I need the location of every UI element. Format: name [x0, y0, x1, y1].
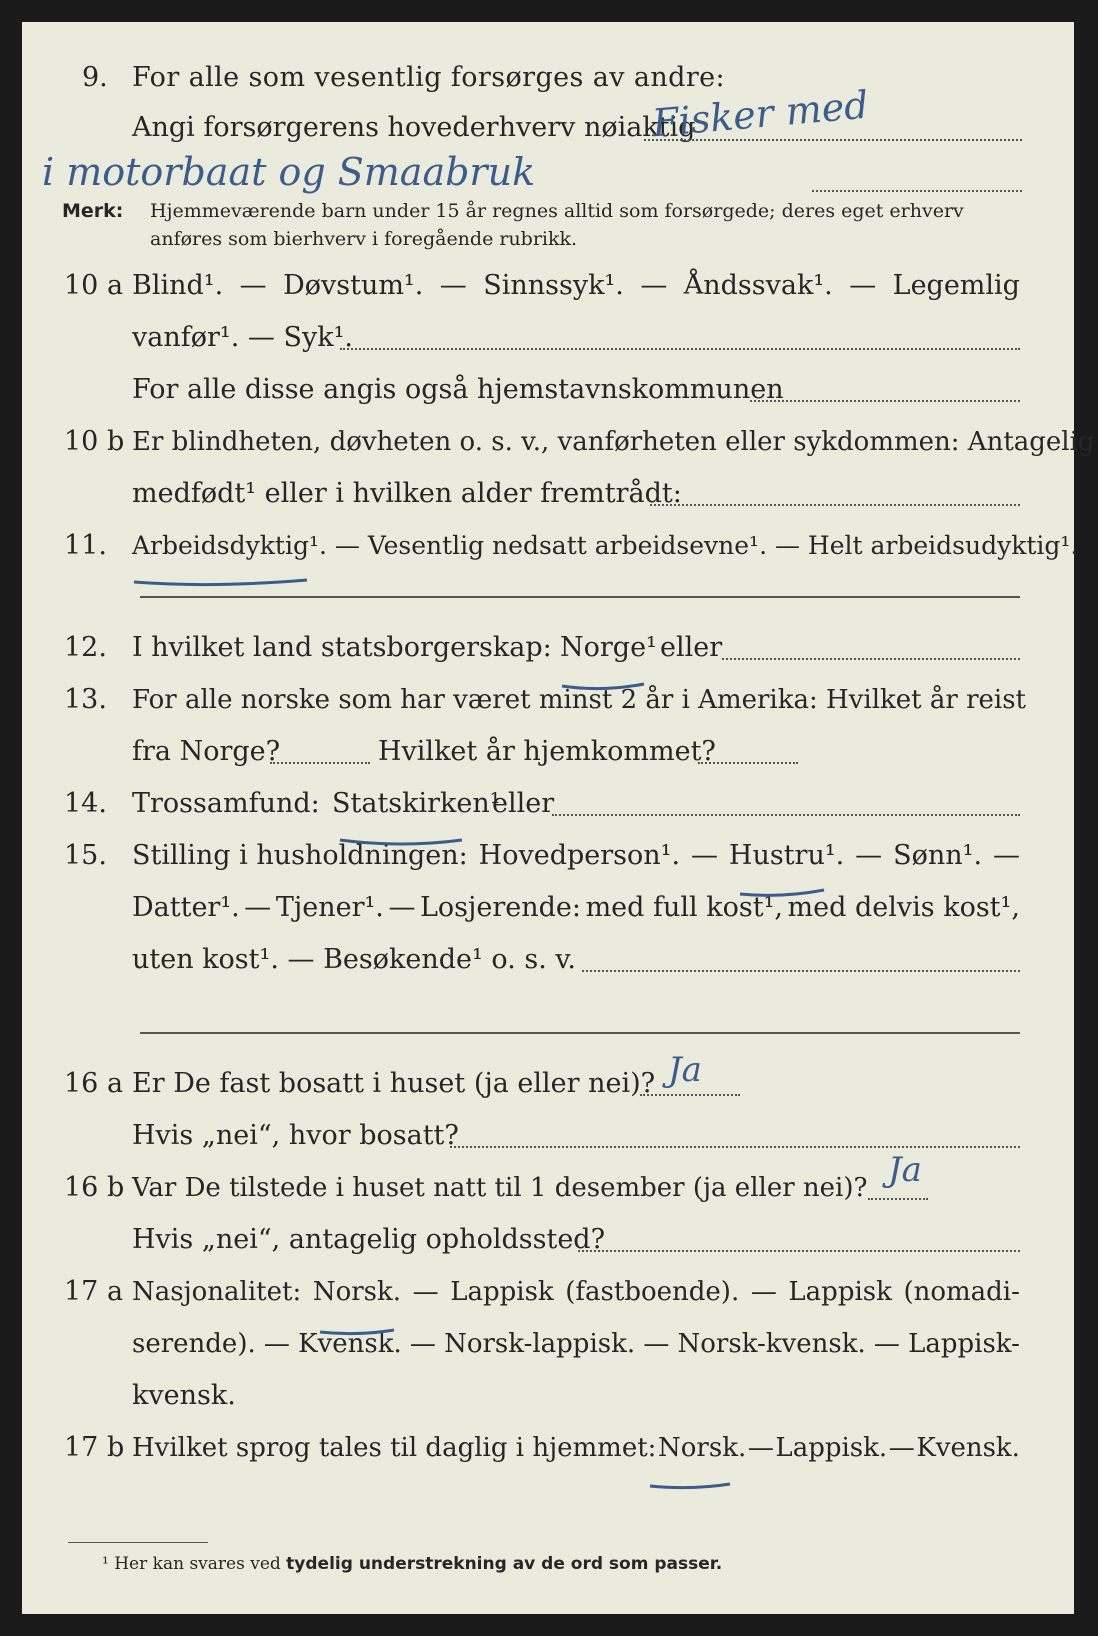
q15-dash: —: [388, 892, 416, 923]
q17a-kvensk: Kvensk.: [298, 1329, 402, 1359]
q9-handwritten-answer-part2: i motorbaat og Smaabruk: [42, 150, 536, 194]
merk-line1: Hjemmeværende barn under 15 år regnes alltid som forsørgede; deres eget erhverv: [150, 200, 964, 222]
merk-line2: anføres som bierhverv i foregående rubrikk.: [150, 228, 578, 250]
merk-label: Merk:: [62, 200, 124, 222]
q17b-lappisk: Lappisk.: [775, 1433, 888, 1463]
q10a-dash: —: [640, 270, 668, 301]
q13-line1: For alle norske som har været minst 2 år i Amerika: Hvilket år reist: [132, 685, 1026, 715]
q10a-item-sinnssyk: Sinnssyk¹.: [483, 270, 624, 301]
q17a-serende: serende).: [132, 1329, 256, 1359]
q10a-number: 10 a: [64, 270, 124, 301]
q16a-line1: Er De fast bosatt i huset (ja eller nei)?: [132, 1068, 656, 1099]
q17a-dash: —: [412, 1277, 439, 1307]
q12-norge-option: Norge¹: [560, 632, 657, 663]
q15-tjener: Tjener¹.: [275, 892, 384, 923]
q10a-item-dovstum: Døvstum¹.: [283, 270, 424, 301]
q15-full-kost: med full kost¹,: [585, 892, 783, 923]
q16b-handwritten-answer: Ja: [888, 1150, 922, 1190]
q12-number: 12.: [64, 632, 107, 663]
q15-losjerende: Losjerende:: [419, 892, 582, 923]
footnote: [102, 1554, 722, 1574]
q16a-number: 16 a: [64, 1068, 124, 1099]
q13-hjemkommet-line: [698, 762, 798, 764]
q17a-lappisk: Lappisk: [788, 1277, 892, 1307]
q17a-number: 17 a: [64, 1276, 124, 1307]
q12-eller: eller: [660, 632, 723, 663]
q15-delvis-kost: med delvis kost¹,: [787, 892, 1020, 923]
q15-datter: Datter¹.: [132, 892, 240, 923]
q17a-norsk-kvensk: Norsk-kvensk.: [677, 1329, 866, 1359]
q10b-line1: Er blindheten, døvheten o. s. v., vanførheten eller sykdommen: Antagelig: [132, 427, 1095, 457]
q17a-norsk: Norsk.: [312, 1277, 402, 1307]
q10a-line2: vanfør¹. — Syk¹.: [132, 322, 353, 353]
footnote-rule: [68, 1542, 208, 1543]
q10b-line2: medfødt¹ eller i hvilken alder fremtrådt:: [132, 478, 682, 509]
q14-answer-line: [552, 814, 1020, 816]
q10b-answer-line: [650, 504, 1020, 506]
q17a-norsk-lappisk: Norsk-lappisk.: [444, 1329, 636, 1359]
q17a-nasjonalitet-label: Nasjonalitet:: [132, 1277, 302, 1307]
q13-reist-line: [270, 762, 370, 764]
q17a-lappisk-hyphen: Lappisk-: [908, 1329, 1020, 1359]
q15-line2: [132, 892, 1020, 924]
q14-eller: eller: [492, 788, 555, 819]
footnote-text-b: tydelig understrekning av de ord som passer.: [286, 1554, 723, 1574]
q14-line1a: Trossamfund:: [132, 788, 320, 819]
q16b-line1: Var De tilstede i huset natt til 1 desember (ja eller nei)?: [132, 1173, 868, 1203]
q17b-line1: [132, 1432, 1020, 1464]
q17b-kvensk: Kvensk.: [916, 1433, 1020, 1463]
q17a-dash: —: [263, 1329, 290, 1359]
q9-number: 9.: [82, 62, 108, 93]
q15-dash: —: [244, 892, 272, 923]
q15-hovedperson: Hovedperson¹.: [478, 840, 681, 871]
q15-divider: [140, 1032, 1020, 1034]
q16b-opholdssted-line: [578, 1250, 1020, 1252]
q10a-item-blind: Blind¹.: [132, 270, 224, 301]
q15-answer-line: [582, 970, 1020, 972]
q11-line1: Arbeidsdyktig¹. — Vesentlig nedsatt arbeidsevne¹. — Helt arbeidsudyktig¹.: [132, 531, 1079, 560]
q17a-dash: —: [873, 1329, 900, 1359]
q14-statskirken-option: Statskirken¹: [332, 788, 501, 819]
footnote-mark: ¹: [102, 1554, 109, 1574]
q16a-handwritten-answer: Ja: [668, 1050, 702, 1090]
q16b-number: 16 b: [64, 1172, 125, 1203]
q9-answer-line2: [812, 190, 1022, 192]
q10a-dash: —: [849, 270, 877, 301]
q16a-line2: Hvis „nei“, hvor bosatt?: [132, 1120, 459, 1151]
q17a-dash: —: [750, 1277, 777, 1307]
q15-dash: —: [690, 840, 718, 871]
q12-line1a: I hvilket land statsborgerskap:: [132, 632, 552, 663]
q10a-line3: For alle disse angis også hjemstavnskommunen: [132, 374, 784, 405]
q10a-item-andssvak: Åndssvak¹.: [683, 270, 833, 301]
q13-number: 13.: [64, 684, 107, 715]
q15-dash: —: [992, 840, 1020, 871]
q17a-lappisk: Lappisk: [450, 1277, 554, 1307]
q17a-nomadi: (nomadi-: [903, 1277, 1020, 1307]
q15-line3: uten kost¹. — Besøkende¹ o. s. v.: [132, 944, 577, 975]
q10a-hjemstavn-line: [750, 400, 1020, 402]
q15-dash: —: [855, 840, 883, 871]
q17b-sprog-label: Hvilket sprog tales til daglig i hjemmet:: [132, 1433, 657, 1463]
q15-hustru: Hustru¹.: [728, 840, 845, 871]
q9-line1: For alle som vesentlig forsørges av andre:: [132, 62, 726, 93]
q15-number: 15.: [64, 840, 107, 871]
q10a-item-legemlig: Legemlig: [892, 270, 1020, 301]
q10a-answer-line: [340, 348, 1020, 350]
q10a-dash: —: [439, 270, 467, 301]
q17b-dash: —: [888, 1433, 915, 1463]
q17a-line1: [132, 1276, 1020, 1308]
q14-number: 14.: [64, 788, 107, 819]
underline-arbeidsdyktig: [134, 580, 307, 585]
underline-norsk-sprog: [650, 1484, 730, 1488]
q10a-line1: [132, 270, 1020, 302]
census-form-page: [22, 22, 1095, 1614]
q13-line2b: Hvilket år hjemkommet?: [378, 736, 716, 767]
q11-number: 11.: [64, 530, 107, 561]
q13-line2a: fra Norge?: [132, 736, 281, 767]
q16a-bosatt-line: [450, 1146, 1020, 1148]
q12-answer-line: [722, 658, 1020, 660]
q16b-line2: Hvis „nei“, antagelig opholdssted?: [132, 1224, 606, 1255]
q17a-line2: [132, 1328, 1020, 1360]
q15-line1: [132, 840, 1020, 872]
q15-stilling-label: Stilling i husholdningen:: [132, 840, 468, 871]
q17a-dash: —: [643, 1329, 670, 1359]
q17a-fastboende: (fastboende).: [565, 1277, 740, 1307]
q17a-dash: —: [409, 1329, 436, 1359]
q10a-dash: —: [239, 270, 267, 301]
q17a-line3: kvensk.: [132, 1380, 236, 1411]
q16b-answer-line: [868, 1198, 928, 1200]
footnote-text-a: Her kan svares ved: [114, 1554, 281, 1574]
q17b-norsk: Norsk.: [658, 1433, 747, 1463]
q17b-dash: —: [747, 1433, 774, 1463]
q9-handwritten-answer-part1: Fisker med: [650, 82, 871, 146]
q15-sonn: Sønn¹.: [893, 840, 983, 871]
q10b-number: 10 b: [64, 426, 125, 457]
q16a-answer-line: [640, 1094, 740, 1096]
q11-divider: [140, 596, 1020, 598]
q17b-number: 17 b: [64, 1432, 125, 1463]
q9-line2: Angi forsørgerens hovederhverv nøiaktig: [132, 112, 696, 143]
